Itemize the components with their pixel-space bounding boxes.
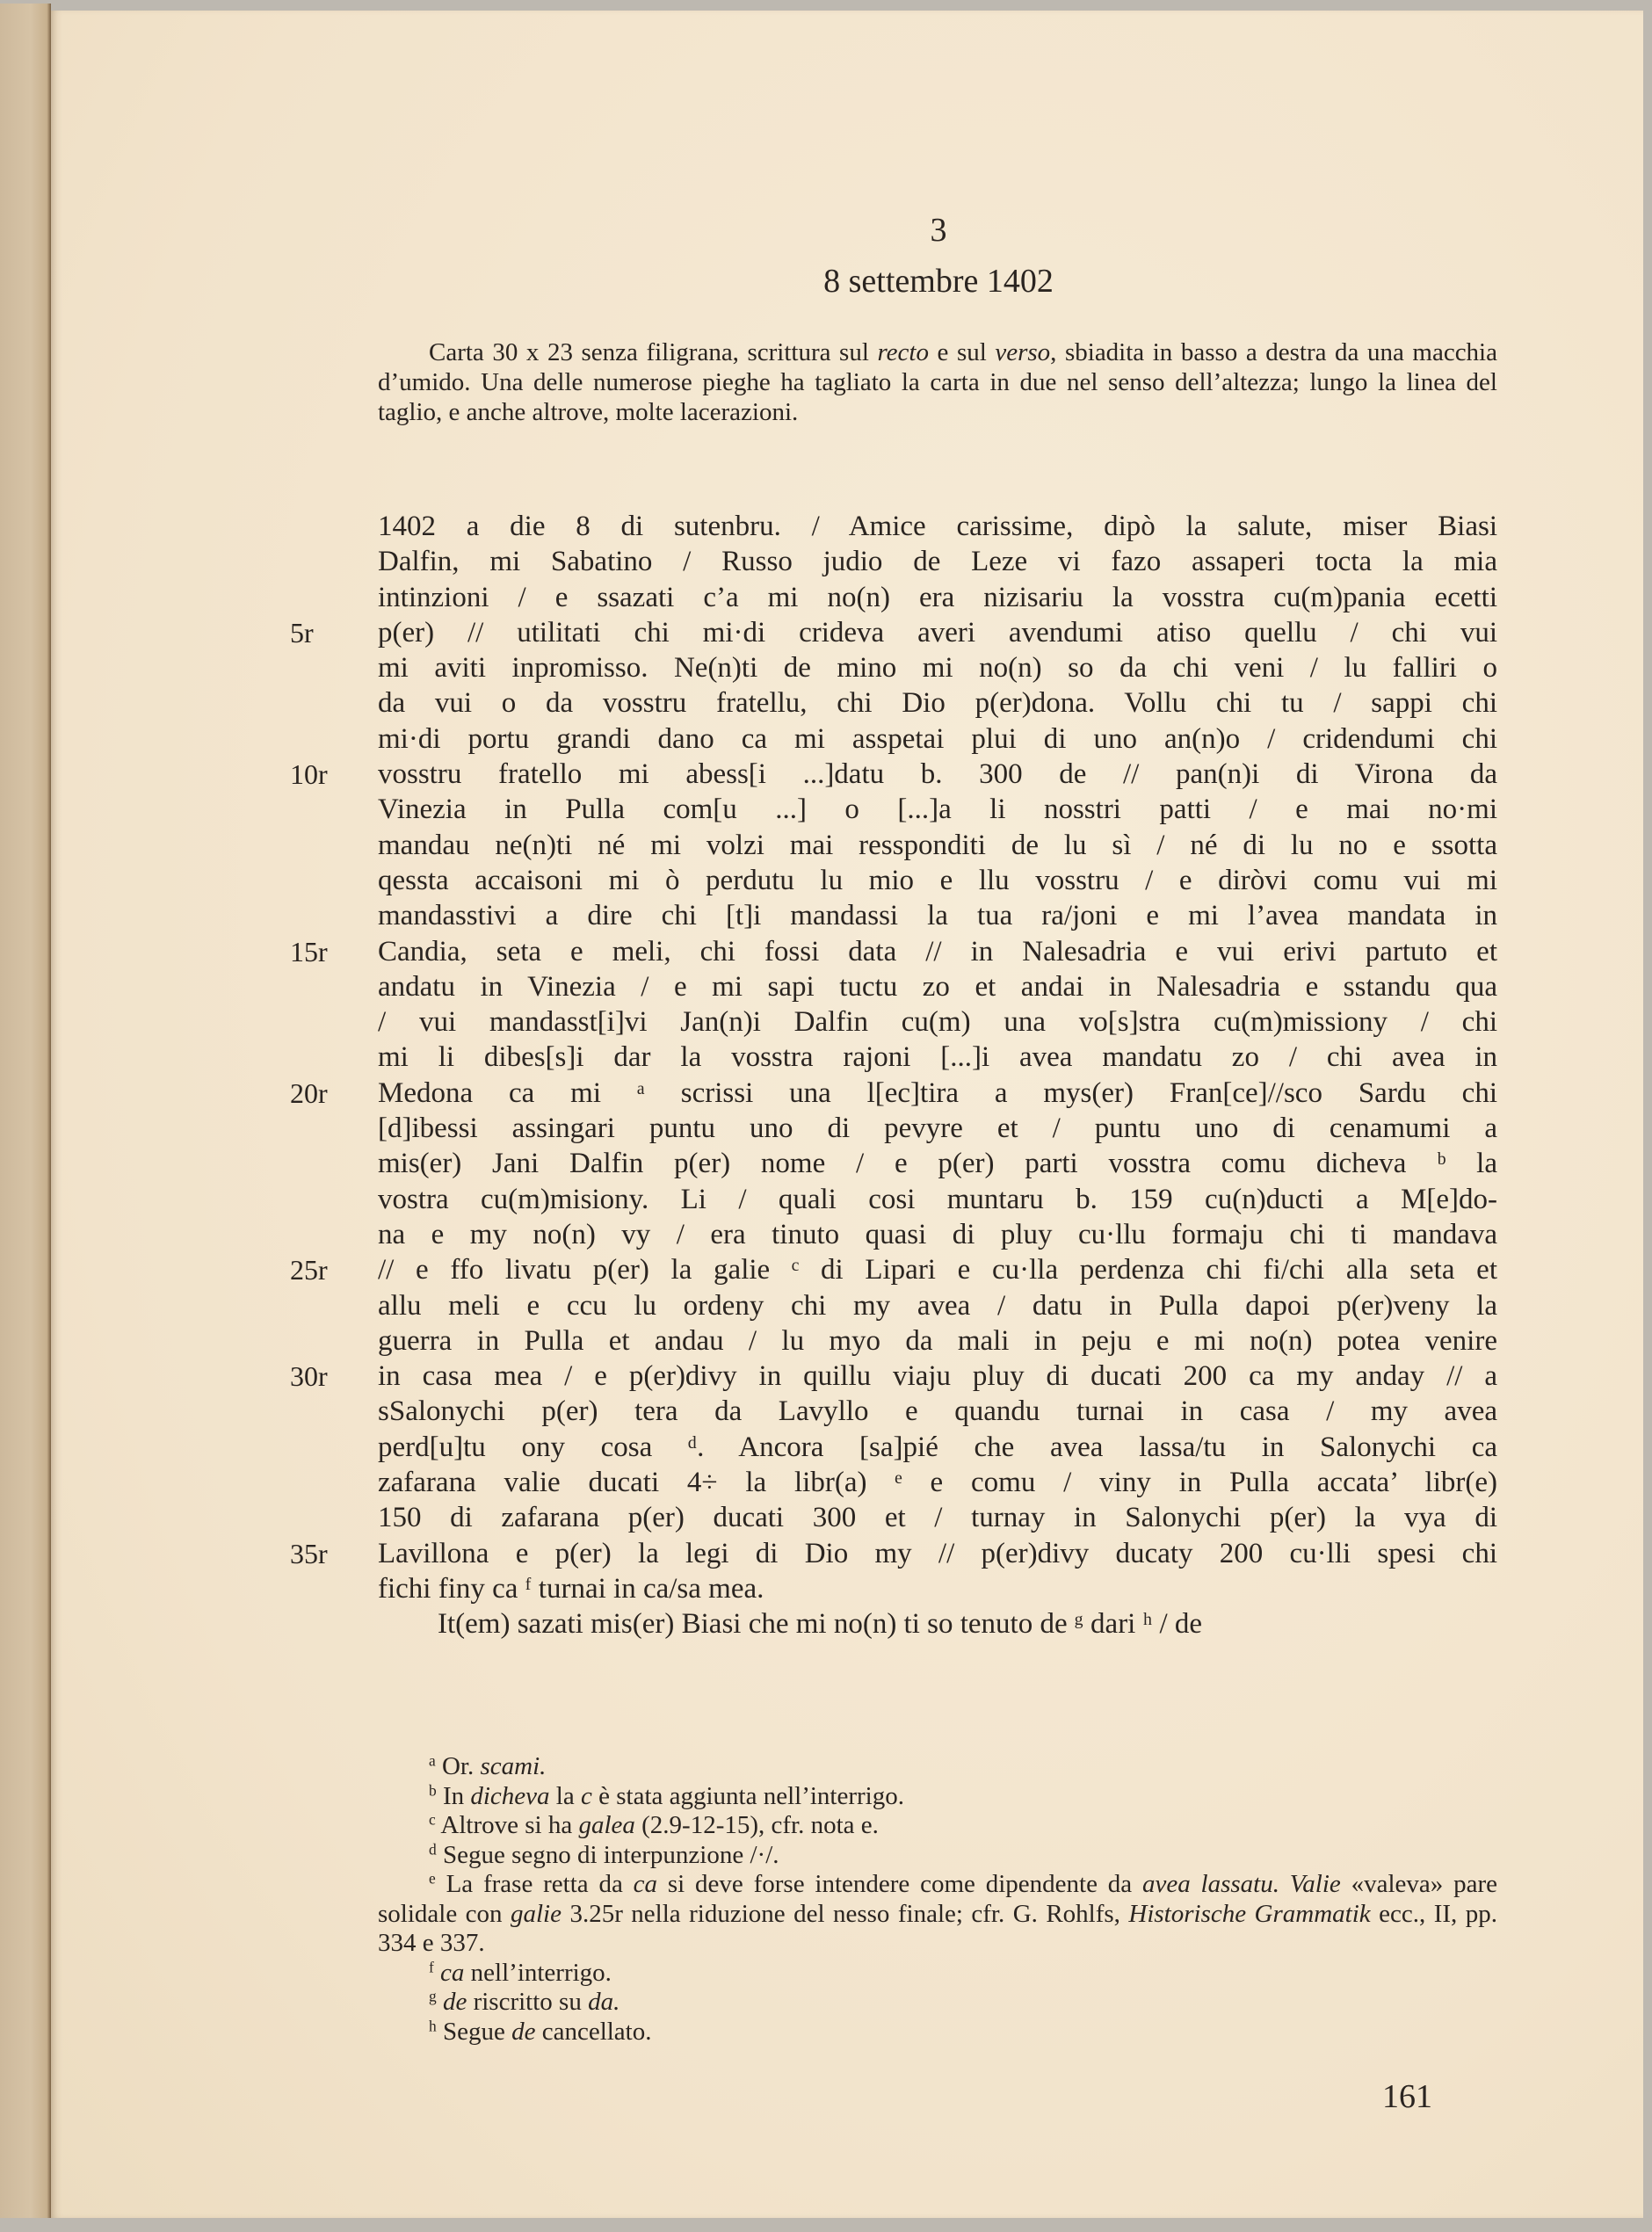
- footnote-text: è stata aggiunta nell’interrigo.: [591, 1781, 904, 1810]
- line-text: Dalfin, mi Sabatino / Russo judio de Leze vi fazo assaperi tocta la mia: [378, 546, 1497, 578]
- text-line: [290, 1536, 1497, 1571]
- text-line: [378, 721, 1497, 757]
- book-page: [51, 11, 1643, 2218]
- line-text: guerra in Pulla et andau / lu myo da mali in peju e mi no(n) potea venire: [378, 1324, 1497, 1357]
- line-text: sSalonychi p(er) tera da Lavyllo e quandu turnai in casa / my avea: [378, 1395, 1497, 1428]
- text-line: [378, 1571, 1497, 1606]
- line-text: fichi finy ca ᶠ turnai in ca/sa mea.: [378, 1572, 764, 1605]
- description-italic-recto: recto: [877, 338, 929, 366]
- footnote-e: [378, 1870, 1497, 1959]
- facing-page-edge: [0, 4, 51, 2218]
- text-line: [378, 1465, 1497, 1500]
- footnote-text: ecc., II, pp. 334 e 337.: [378, 1899, 1497, 1957]
- line-text: 150 di zafarana p(er) ducati 300 et / turnay in Salonychi p(er) la vya di: [378, 1502, 1497, 1534]
- footnote-italic: avea lassatu.: [1141, 1870, 1279, 1898]
- line-number: 25r: [290, 1254, 328, 1286]
- document-date: 8 settembre 1402: [823, 263, 1054, 300]
- text-line: [290, 934, 1497, 969]
- footnote-text: «valeva» pare solidale con: [378, 1870, 1497, 1928]
- line-text: allu meli e ccu lu ordeny chi my avea / datu in Pulla dapoi p(er)veny la: [378, 1289, 1497, 1322]
- footnote-text: riscritto su: [467, 1988, 589, 2016]
- document-description: [378, 337, 1497, 427]
- footnote-mark: d: [429, 1839, 437, 1858]
- footnote-text: Or.: [441, 1752, 481, 1780]
- footnote-mark: a: [429, 1751, 436, 1770]
- line-text: intinzioni / e ssazati c’a mi no(n) era nizisariu la vosstra cu(m)pania ecetti: [378, 581, 1497, 613]
- text-line: [290, 1359, 1497, 1394]
- line-text: mi·di portu grandi dano ca mi asspetai plui di uno an(n)o / cridendumi chi: [378, 722, 1497, 755]
- text-line: [378, 1288, 1497, 1323]
- text-line: [378, 1430, 1497, 1465]
- line-text: p(er) // utilitati chi mi·di crideva averi avendumi atiso quellu / chi vui: [378, 616, 1497, 649]
- line-text: Candia, seta e meli, chi fossi data // in Nalesadria e vui erivi partuto et: [378, 935, 1497, 967]
- footnote-f: [378, 1959, 1497, 1989]
- line-number: 35r: [290, 1537, 328, 1569]
- text-line: [378, 969, 1497, 1004]
- footnote-italic: dicheva: [470, 1781, 550, 1810]
- line-text: qessta accaisoni mi ò perdutu lu mio e llu vosstru / e diròvi comu vui mi: [378, 864, 1497, 896]
- footnotes: [378, 1752, 1497, 2047]
- footnote-text: Segue segno di interpunzione /·/.: [442, 1840, 779, 1869]
- footnote-mark: e: [429, 1869, 436, 1888]
- text-line: [290, 1252, 1497, 1287]
- text-line: [378, 580, 1497, 615]
- text-line: [378, 509, 1497, 544]
- text-line: [378, 1111, 1497, 1146]
- footnote-mark: g: [429, 1987, 437, 2005]
- line-text: na e my no(n) vy / era tinuto quasi di pluy cu·llu formaju chi ti mandava: [378, 1218, 1497, 1250]
- footnote-c: [378, 1811, 1497, 1841]
- footnote-italic: galie: [510, 1899, 562, 1928]
- line-text: mi aviti inpromisso. Ne(n)ti de mino mi no(n) so da chi veni / lu falliri o: [378, 652, 1497, 685]
- line-number: 5r: [290, 616, 314, 649]
- document-number: 3: [930, 212, 947, 249]
- footnote-text: nell’interrigo.: [464, 1958, 612, 1987]
- line-text: zafarana valie ducati 4÷ la libr(a) ᵉ e comu / viny in Pulla accata’ libr(e): [378, 1467, 1497, 1499]
- text-line: [378, 1606, 1497, 1641]
- footnote-text: (2.9-12-15), cfr. nota e.: [634, 1811, 879, 1839]
- footnote-text: la: [549, 1781, 581, 1810]
- line-text: It(em) sazati mis(er) Biasi che mi no(n) ti so tenuto de ᵍ dari ʰ / de: [438, 1608, 1203, 1641]
- line-text: Vinezia in Pulla com[u ...] o [...]a li nosstri patti / e mai no·mi: [378, 794, 1497, 826]
- line-text: mi li dibes[s]i dar la vosstra rajoni [...]i avea mandatu zo / chi avea in: [378, 1041, 1497, 1074]
- line-number: 10r: [290, 758, 328, 791]
- footnote-text: si deve forse intendere come dipendente da: [657, 1870, 1142, 1898]
- description-paragraph: [378, 337, 1497, 427]
- text-line: [378, 1004, 1497, 1040]
- footnote-italic: da.: [588, 1988, 620, 2016]
- line-text: vostra cu(m)misiony. Li / quali cosi muntaru b. 159 cu(n)ducti a M[e]do-: [378, 1183, 1497, 1215]
- text-line: [378, 1217, 1497, 1252]
- footnote-g: [378, 1988, 1497, 2018]
- footnote-mark: c: [429, 1810, 436, 1829]
- footnote-italic: Valie: [1289, 1870, 1341, 1898]
- text-line: [378, 1323, 1497, 1359]
- line-text: [d]ibessi assingari puntu uno di pevyre et / puntu uno di cenamumi a: [378, 1112, 1497, 1145]
- line-number: 20r: [290, 1076, 328, 1109]
- footnote-italic: ca: [633, 1870, 658, 1898]
- footnote-b: [378, 1782, 1497, 1812]
- text-line: [378, 650, 1497, 685]
- transcription-text: [290, 509, 1497, 1642]
- text-line: [378, 544, 1497, 579]
- footnote-text: Altrove si ha: [440, 1811, 579, 1839]
- text-line: [378, 792, 1497, 827]
- text-line: [378, 1146, 1497, 1181]
- description-text: Carta 30 x 23 senza filigrana, scrittura sul: [429, 338, 878, 366]
- footnote-text: La frase retta da: [446, 1870, 634, 1898]
- line-text: andatu in Vinezia / e mi sapi tuctu zo et andai in Nalesadria e sstandu qua: [378, 970, 1497, 1003]
- text-line: [290, 757, 1497, 792]
- text-line: [378, 1500, 1497, 1535]
- text-line: [378, 1394, 1497, 1429]
- line-text: Medona ca mi ᵃ scrissi una l[ec]tira a mys(er) Fran[ce]//sco Sardu chi: [378, 1076, 1497, 1109]
- footnote-text: [1279, 1870, 1290, 1898]
- footnote-mark: b: [429, 1780, 437, 1799]
- text-line: [378, 863, 1497, 898]
- footnote-d: [378, 1841, 1497, 1871]
- text-line: [290, 1076, 1497, 1111]
- footnote-text: In: [442, 1781, 471, 1810]
- footnote-italic: ca: [440, 1958, 465, 1987]
- line-text: vosstru fratello mi abess[i ...]datu b. 300 de // pan(n)i di Virona da: [378, 758, 1497, 791]
- line-text: Lavillona e p(er) la legi di Dio my // p(er)divy ducaty 200 cu·lli spesi chi: [378, 1537, 1497, 1569]
- text-line: [378, 828, 1497, 863]
- text-line: [290, 615, 1497, 650]
- footnote-mark: h: [429, 2016, 437, 2034]
- line-text: 1402 a die 8 di sutenbru. / Amice carissime, dipò la salute, miser Biasi: [378, 511, 1497, 542]
- page-number: 161: [1382, 2078, 1432, 2115]
- line-text: / vui mandasst[i]vi Jan(n)i Dalfin cu(m) una vo[s]stra cu(m)missiony / chi: [378, 1006, 1497, 1039]
- text-line: [378, 898, 1497, 933]
- line-text: perd[u]tu ony cosa ᵈ. Ancora [sa]pié che avea lassa/tu in Salonychi ca: [378, 1431, 1497, 1463]
- description-text: e sul: [928, 338, 996, 366]
- text-line: [378, 685, 1497, 721]
- footnote-italic: de: [442, 1988, 467, 2016]
- line-text: // e ffo livatu p(er) la galie ᶜ di Lipari e cu·lla perdenza chi fi/chi alla seta et: [378, 1254, 1497, 1286]
- footnote-italic: de: [511, 2017, 536, 2046]
- text-line: [378, 1040, 1497, 1075]
- footnote-italic: galea: [578, 1811, 635, 1839]
- line-text: mandasstivi a dire chi [t]i mandassi la tua ra/joni e mi l’avea mandata in: [378, 900, 1497, 932]
- description-text: , sbiadita in basso a destra da una macchia d’umido. Una delle numerose pieghe ha tagliato la carta in due nel senso dell’altezza; lungo la linea del taglio, e anche altrove, molte lacerazioni.: [378, 338, 1497, 426]
- footnote-italic: c: [580, 1781, 592, 1810]
- description-italic-verso: verso: [995, 338, 1051, 366]
- footnote-italic: Historische Grammatik: [1128, 1899, 1371, 1928]
- line-text: in casa mea / e p(er)divy in quillu viaju pluy di ducati 200 ca my anday // a: [378, 1360, 1497, 1393]
- line-number: 30r: [290, 1360, 328, 1393]
- line-text: da vui o da vosstru fratellu, chi Dio p(er)dona. Vollu chi tu / sappi chi: [378, 687, 1497, 720]
- line-text: mis(er) Jani Dalfin p(er) nome / e p(er) parti vosstra comu dicheva ᵇ la: [378, 1148, 1497, 1180]
- footnote-mark: f: [429, 1957, 434, 1975]
- footnote-text: Segue: [442, 2017, 512, 2046]
- text-line: [378, 1182, 1497, 1217]
- line-text: mandau ne(n)ti né mi volzi mai ressponditi de lu sì / né di lu no e ssotta: [378, 829, 1497, 861]
- footnote-a: [378, 1752, 1497, 1782]
- footnote-h: [378, 2018, 1497, 2047]
- footnote-text: cancellato.: [535, 2017, 652, 2046]
- footnote-text: 3.25r nella riduzione del nesso finale; cfr. G. Rohlfs,: [561, 1899, 1129, 1928]
- line-number: 15r: [290, 935, 328, 967]
- footnote-italic: scami.: [480, 1752, 547, 1780]
